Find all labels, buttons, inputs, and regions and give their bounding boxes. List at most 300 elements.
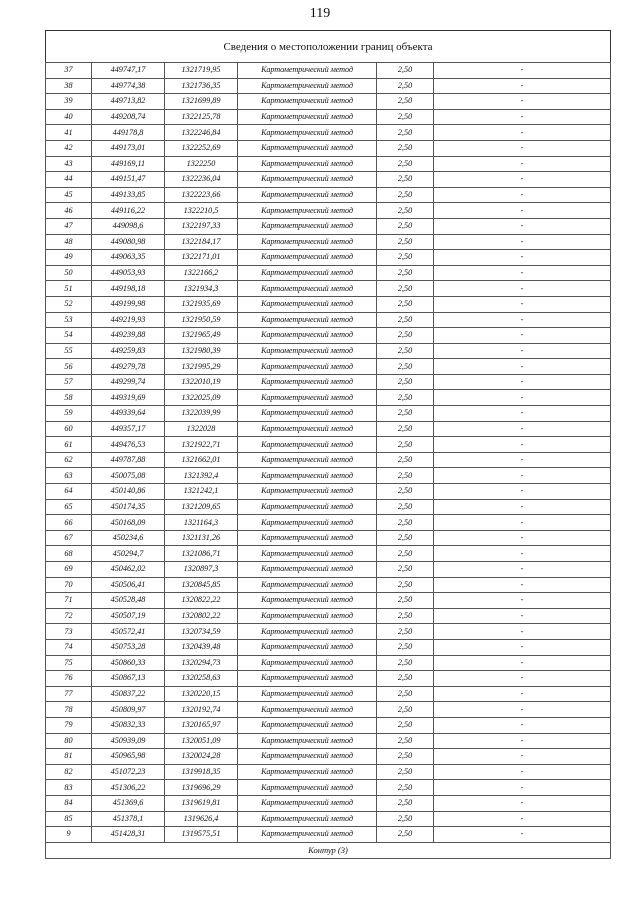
description-cell: - xyxy=(434,265,611,281)
method-cell: Картометрический метод xyxy=(238,764,377,780)
table-row xyxy=(46,172,611,188)
y-coordinate-cell: 1319696,29 xyxy=(165,780,238,796)
x-coordinate-cell: 450860,33 xyxy=(92,655,165,671)
method-cell: Картометрический метод xyxy=(238,187,377,203)
description-cell: - xyxy=(434,468,611,484)
point-number-cell: 58 xyxy=(46,390,92,406)
description-cell: - xyxy=(434,546,611,562)
description-cell: - xyxy=(434,94,611,110)
point-number-cell: 49 xyxy=(46,250,92,266)
x-coordinate-cell: 450174,35 xyxy=(92,499,165,515)
point-number-cell: 80 xyxy=(46,733,92,749)
method-cell: Картометрический метод xyxy=(238,218,377,234)
description-cell: - xyxy=(434,125,611,141)
description-cell: - xyxy=(434,390,611,406)
table-row xyxy=(46,296,611,312)
description-cell: - xyxy=(434,515,611,531)
table-row xyxy=(46,452,611,468)
table-row xyxy=(46,577,611,593)
accuracy-cell: 2,50 xyxy=(377,499,434,515)
table-row xyxy=(46,187,611,203)
accuracy-cell: 2,50 xyxy=(377,468,434,484)
y-coordinate-cell: 1321950,59 xyxy=(165,312,238,328)
accuracy-cell: 2,50 xyxy=(377,530,434,546)
point-number-cell: 55 xyxy=(46,343,92,359)
table-row xyxy=(46,374,611,390)
section-title: Сведения о местоположении границ объекта xyxy=(46,31,611,63)
y-coordinate-cell: 1320258,63 xyxy=(165,671,238,687)
description-cell: - xyxy=(434,343,611,359)
x-coordinate-cell: 449339,64 xyxy=(92,406,165,422)
accuracy-cell: 2,50 xyxy=(377,156,434,172)
x-coordinate-cell: 449774,38 xyxy=(92,78,165,94)
x-coordinate-cell: 449169,11 xyxy=(92,156,165,172)
y-coordinate-cell: 1321934,3 xyxy=(165,281,238,297)
boundary-coordinates-table-frame xyxy=(45,30,610,859)
accuracy-cell: 2,50 xyxy=(377,811,434,827)
y-coordinate-cell: 1321699,89 xyxy=(165,94,238,110)
y-coordinate-cell: 1320822,22 xyxy=(165,593,238,609)
method-cell: Картометрический метод xyxy=(238,343,377,359)
table-row xyxy=(46,406,611,422)
y-coordinate-cell: 1322010,19 xyxy=(165,374,238,390)
x-coordinate-cell: 450234,6 xyxy=(92,530,165,546)
table-row xyxy=(46,764,611,780)
method-cell: Картометрический метод xyxy=(238,172,377,188)
point-number-cell: 83 xyxy=(46,780,92,796)
y-coordinate-cell: 1321935,69 xyxy=(165,296,238,312)
accuracy-cell: 2,50 xyxy=(377,187,434,203)
method-cell: Картометрический метод xyxy=(238,203,377,219)
description-cell: - xyxy=(434,749,611,765)
description-cell: - xyxy=(434,78,611,94)
description-cell: - xyxy=(434,577,611,593)
description-cell: - xyxy=(434,733,611,749)
method-cell: Картометрический метод xyxy=(238,515,377,531)
x-coordinate-cell: 449053,93 xyxy=(92,265,165,281)
method-cell: Картометрический метод xyxy=(238,795,377,811)
description-cell: - xyxy=(434,624,611,640)
description-cell: - xyxy=(434,655,611,671)
description-cell: - xyxy=(434,312,611,328)
y-coordinate-cell: 1322025,09 xyxy=(165,390,238,406)
method-cell: Картометрический метод xyxy=(238,156,377,172)
point-number-cell: 78 xyxy=(46,702,92,718)
table-row xyxy=(46,125,611,141)
y-coordinate-cell: 1322184,17 xyxy=(165,234,238,250)
description-cell: - xyxy=(434,374,611,390)
method-cell: Картометрический метод xyxy=(238,140,377,156)
table-row xyxy=(46,702,611,718)
method-cell: Картометрический метод xyxy=(238,312,377,328)
point-number-cell: 60 xyxy=(46,421,92,437)
method-cell: Картометрический метод xyxy=(238,78,377,94)
table-row xyxy=(46,156,611,172)
accuracy-cell: 2,50 xyxy=(377,374,434,390)
description-cell: - xyxy=(434,499,611,515)
y-coordinate-cell: 1319619,81 xyxy=(165,795,238,811)
y-coordinate-cell: 1320051,09 xyxy=(165,733,238,749)
x-coordinate-cell: 449208,74 xyxy=(92,109,165,125)
table-row xyxy=(46,655,611,671)
point-number-cell: 74 xyxy=(46,639,92,655)
y-coordinate-cell: 1321736,35 xyxy=(165,78,238,94)
y-coordinate-cell: 1322028 xyxy=(165,421,238,437)
method-cell: Картометрический метод xyxy=(238,593,377,609)
description-cell: - xyxy=(434,109,611,125)
point-number-cell: 43 xyxy=(46,156,92,172)
description-cell: - xyxy=(434,296,611,312)
x-coordinate-cell: 450140,86 xyxy=(92,484,165,500)
method-cell: Картометрический метод xyxy=(238,484,377,500)
description-cell: - xyxy=(434,686,611,702)
accuracy-cell: 2,50 xyxy=(377,359,434,375)
x-coordinate-cell: 450965,98 xyxy=(92,749,165,765)
description-cell: - xyxy=(434,63,611,79)
accuracy-cell: 2,50 xyxy=(377,421,434,437)
accuracy-cell: 2,50 xyxy=(377,390,434,406)
x-coordinate-cell: 450507,19 xyxy=(92,608,165,624)
accuracy-cell: 2,50 xyxy=(377,624,434,640)
x-coordinate-cell: 449239,88 xyxy=(92,328,165,344)
y-coordinate-cell: 1319626,4 xyxy=(165,811,238,827)
x-coordinate-cell: 449787,88 xyxy=(92,452,165,468)
method-cell: Картометрический метод xyxy=(238,374,377,390)
method-cell: Картометрический метод xyxy=(238,281,377,297)
accuracy-cell: 2,50 xyxy=(377,608,434,624)
description-cell: - xyxy=(434,717,611,733)
point-number-cell: 75 xyxy=(46,655,92,671)
description-cell: - xyxy=(434,281,611,297)
y-coordinate-cell: 1322223,66 xyxy=(165,187,238,203)
y-coordinate-cell: 1320165,97 xyxy=(165,717,238,733)
description-cell: - xyxy=(434,359,611,375)
point-number-cell: 81 xyxy=(46,749,92,765)
x-coordinate-cell: 450528,48 xyxy=(92,593,165,609)
y-coordinate-cell: 1321965,49 xyxy=(165,328,238,344)
table-body xyxy=(46,63,611,843)
x-coordinate-cell: 449080,98 xyxy=(92,234,165,250)
point-number-cell: 63 xyxy=(46,468,92,484)
point-number-cell: 79 xyxy=(46,717,92,733)
accuracy-cell: 2,50 xyxy=(377,717,434,733)
description-cell: - xyxy=(434,250,611,266)
x-coordinate-cell: 449713,82 xyxy=(92,94,165,110)
description-cell: - xyxy=(434,234,611,250)
y-coordinate-cell: 1322039,99 xyxy=(165,406,238,422)
x-coordinate-cell: 450867,13 xyxy=(92,671,165,687)
x-coordinate-cell: 451072,23 xyxy=(92,764,165,780)
point-number-cell: 85 xyxy=(46,811,92,827)
y-coordinate-cell: 1321164,3 xyxy=(165,515,238,531)
table-row xyxy=(46,203,611,219)
point-number-cell: 38 xyxy=(46,78,92,94)
table-row xyxy=(46,234,611,250)
x-coordinate-cell: 449476,53 xyxy=(92,437,165,453)
y-coordinate-cell: 1320220,15 xyxy=(165,686,238,702)
method-cell: Картометрический метод xyxy=(238,827,377,843)
y-coordinate-cell: 1321980,39 xyxy=(165,343,238,359)
x-coordinate-cell: 449178,8 xyxy=(92,125,165,141)
method-cell: Картометрический метод xyxy=(238,655,377,671)
point-number-cell: 54 xyxy=(46,328,92,344)
accuracy-cell: 2,50 xyxy=(377,203,434,219)
method-cell: Картометрический метод xyxy=(238,390,377,406)
x-coordinate-cell: 450809,97 xyxy=(92,702,165,718)
y-coordinate-cell: 1320294,73 xyxy=(165,655,238,671)
table-row xyxy=(46,390,611,406)
accuracy-cell: 2,50 xyxy=(377,437,434,453)
y-coordinate-cell: 1320192,74 xyxy=(165,702,238,718)
accuracy-cell: 2,50 xyxy=(377,234,434,250)
x-coordinate-cell: 450075,08 xyxy=(92,468,165,484)
accuracy-cell: 2,50 xyxy=(377,655,434,671)
description-cell: - xyxy=(434,639,611,655)
method-cell: Картометрический метод xyxy=(238,530,377,546)
description-cell: - xyxy=(434,780,611,796)
description-cell: - xyxy=(434,406,611,422)
y-coordinate-cell: 1322166,2 xyxy=(165,265,238,281)
y-coordinate-cell: 1321392,4 xyxy=(165,468,238,484)
accuracy-cell: 2,50 xyxy=(377,406,434,422)
table-row xyxy=(46,795,611,811)
method-cell: Картометрический метод xyxy=(238,780,377,796)
y-coordinate-cell: 1321242,1 xyxy=(165,484,238,500)
accuracy-cell: 2,50 xyxy=(377,281,434,297)
method-cell: Картометрический метод xyxy=(238,717,377,733)
method-cell: Картометрический метод xyxy=(238,63,377,79)
accuracy-cell: 2,50 xyxy=(377,125,434,141)
y-coordinate-cell: 1320439,48 xyxy=(165,639,238,655)
accuracy-cell: 2,50 xyxy=(377,515,434,531)
table-row xyxy=(46,265,611,281)
description-cell: - xyxy=(434,484,611,500)
point-number-cell: 72 xyxy=(46,608,92,624)
y-coordinate-cell: 1321922,71 xyxy=(165,437,238,453)
accuracy-cell: 2,50 xyxy=(377,452,434,468)
accuracy-cell: 2,50 xyxy=(377,343,434,359)
table-row xyxy=(46,780,611,796)
point-number-cell: 57 xyxy=(46,374,92,390)
accuracy-cell: 2,50 xyxy=(377,140,434,156)
method-cell: Картометрический метод xyxy=(238,359,377,375)
table-row xyxy=(46,624,611,640)
accuracy-cell: 2,50 xyxy=(377,546,434,562)
description-cell: - xyxy=(434,187,611,203)
point-number-cell: 53 xyxy=(46,312,92,328)
table-row xyxy=(46,218,611,234)
method-cell: Картометрический метод xyxy=(238,811,377,827)
method-cell: Картометрический метод xyxy=(238,702,377,718)
point-number-cell: 51 xyxy=(46,281,92,297)
x-coordinate-cell: 449319,69 xyxy=(92,390,165,406)
y-coordinate-cell: 1321995,29 xyxy=(165,359,238,375)
table-row xyxy=(46,63,611,79)
x-coordinate-cell: 449357,17 xyxy=(92,421,165,437)
method-cell: Картометрический метод xyxy=(238,94,377,110)
description-cell: - xyxy=(434,593,611,609)
table-row xyxy=(46,686,611,702)
x-coordinate-cell: 450753,28 xyxy=(92,639,165,655)
table-row xyxy=(46,827,611,843)
x-coordinate-cell: 451428,31 xyxy=(92,827,165,843)
table-row xyxy=(46,639,611,655)
y-coordinate-cell: 1322125,78 xyxy=(165,109,238,125)
x-coordinate-cell: 449299,74 xyxy=(92,374,165,390)
method-cell: Картометрический метод xyxy=(238,250,377,266)
method-cell: Картометрический метод xyxy=(238,562,377,578)
accuracy-cell: 2,50 xyxy=(377,250,434,266)
method-cell: Картометрический метод xyxy=(238,125,377,141)
accuracy-cell: 2,50 xyxy=(377,562,434,578)
point-number-cell: 64 xyxy=(46,484,92,500)
y-coordinate-cell: 1322210,5 xyxy=(165,203,238,219)
table-row xyxy=(46,250,611,266)
method-cell: Картометрический метод xyxy=(238,468,377,484)
point-number-cell: 76 xyxy=(46,671,92,687)
point-number-cell: 47 xyxy=(46,218,92,234)
description-cell: - xyxy=(434,156,611,172)
y-coordinate-cell: 1321209,65 xyxy=(165,499,238,515)
accuracy-cell: 2,50 xyxy=(377,94,434,110)
accuracy-cell: 2,50 xyxy=(377,671,434,687)
description-cell: - xyxy=(434,530,611,546)
point-number-cell: 66 xyxy=(46,515,92,531)
description-cell: - xyxy=(434,452,611,468)
table-row xyxy=(46,78,611,94)
accuracy-cell: 2,50 xyxy=(377,764,434,780)
point-number-cell: 46 xyxy=(46,203,92,219)
table-row xyxy=(46,312,611,328)
description-cell: - xyxy=(434,437,611,453)
x-coordinate-cell: 449133,85 xyxy=(92,187,165,203)
point-number-cell: 48 xyxy=(46,234,92,250)
x-coordinate-cell: 451306,22 xyxy=(92,780,165,796)
point-number-cell: 84 xyxy=(46,795,92,811)
boundary-coordinates-table xyxy=(45,30,611,859)
y-coordinate-cell: 1322236,04 xyxy=(165,172,238,188)
method-cell: Картометрический метод xyxy=(238,452,377,468)
table-row xyxy=(46,499,611,515)
x-coordinate-cell: 450168,09 xyxy=(92,515,165,531)
accuracy-cell: 2,50 xyxy=(377,780,434,796)
accuracy-cell: 2,50 xyxy=(377,795,434,811)
y-coordinate-cell: 1322250 xyxy=(165,156,238,172)
method-cell: Картометрический метод xyxy=(238,234,377,250)
x-coordinate-cell: 449747,17 xyxy=(92,63,165,79)
accuracy-cell: 2,50 xyxy=(377,686,434,702)
method-cell: Картометрический метод xyxy=(238,546,377,562)
point-number-cell: 9 xyxy=(46,827,92,843)
accuracy-cell: 2,50 xyxy=(377,577,434,593)
table-row xyxy=(46,546,611,562)
contour-label: Контур (3) xyxy=(46,842,611,858)
page-number: 119 xyxy=(309,6,331,21)
point-number-cell: 52 xyxy=(46,296,92,312)
table-row xyxy=(46,437,611,453)
y-coordinate-cell: 1320802,22 xyxy=(165,608,238,624)
y-coordinate-cell: 1320897,3 xyxy=(165,562,238,578)
description-cell: - xyxy=(434,811,611,827)
x-coordinate-cell: 450506,41 xyxy=(92,577,165,593)
description-cell: - xyxy=(434,562,611,578)
method-cell: Картометрический метод xyxy=(238,624,377,640)
method-cell: Картометрический метод xyxy=(238,406,377,422)
table-row xyxy=(46,468,611,484)
description-cell: - xyxy=(434,328,611,344)
point-number-cell: 59 xyxy=(46,406,92,422)
accuracy-cell: 2,50 xyxy=(377,733,434,749)
accuracy-cell: 2,50 xyxy=(377,63,434,79)
point-number-cell: 67 xyxy=(46,530,92,546)
y-coordinate-cell: 1320734,59 xyxy=(165,624,238,640)
table-row xyxy=(46,281,611,297)
table-row xyxy=(46,530,611,546)
point-number-cell: 42 xyxy=(46,140,92,156)
method-cell: Картометрический метод xyxy=(238,109,377,125)
table-row xyxy=(46,109,611,125)
table-row xyxy=(46,94,611,110)
point-number-cell: 61 xyxy=(46,437,92,453)
y-coordinate-cell: 1321086,71 xyxy=(165,546,238,562)
x-coordinate-cell: 449116,22 xyxy=(92,203,165,219)
point-number-cell: 68 xyxy=(46,546,92,562)
point-number-cell: 50 xyxy=(46,265,92,281)
description-cell: - xyxy=(434,608,611,624)
point-number-cell: 82 xyxy=(46,764,92,780)
table-row xyxy=(46,717,611,733)
accuracy-cell: 2,50 xyxy=(377,109,434,125)
point-number-cell: 73 xyxy=(46,624,92,640)
method-cell: Картометрический метод xyxy=(238,328,377,344)
y-coordinate-cell: 1319918,35 xyxy=(165,764,238,780)
x-coordinate-cell: 450572,41 xyxy=(92,624,165,640)
table-row xyxy=(46,608,611,624)
point-number-cell: 70 xyxy=(46,577,92,593)
method-cell: Картометрический метод xyxy=(238,686,377,702)
point-number-cell: 37 xyxy=(46,63,92,79)
y-coordinate-cell: 1320024,28 xyxy=(165,749,238,765)
table-row xyxy=(46,749,611,765)
y-coordinate-cell: 1320845,85 xyxy=(165,577,238,593)
accuracy-cell: 2,50 xyxy=(377,593,434,609)
accuracy-cell: 2,50 xyxy=(377,265,434,281)
point-number-cell: 40 xyxy=(46,109,92,125)
x-coordinate-cell: 449259,83 xyxy=(92,343,165,359)
y-coordinate-cell: 1321131,26 xyxy=(165,530,238,546)
table-row xyxy=(46,359,611,375)
x-coordinate-cell: 450462,02 xyxy=(92,562,165,578)
x-coordinate-cell: 449219,93 xyxy=(92,312,165,328)
method-cell: Картометрический метод xyxy=(238,421,377,437)
method-cell: Картометрический метод xyxy=(238,296,377,312)
table-row xyxy=(46,562,611,578)
point-number-cell: 44 xyxy=(46,172,92,188)
accuracy-cell: 2,50 xyxy=(377,328,434,344)
method-cell: Картометрический метод xyxy=(238,749,377,765)
x-coordinate-cell: 449063,35 xyxy=(92,250,165,266)
x-coordinate-cell: 450939,09 xyxy=(92,733,165,749)
x-coordinate-cell: 449151,47 xyxy=(92,172,165,188)
description-cell: - xyxy=(434,218,611,234)
y-coordinate-cell: 1322246,84 xyxy=(165,125,238,141)
description-cell: - xyxy=(434,140,611,156)
accuracy-cell: 2,50 xyxy=(377,639,434,655)
point-number-cell: 62 xyxy=(46,452,92,468)
table-row xyxy=(46,515,611,531)
method-cell: Картометрический метод xyxy=(238,608,377,624)
accuracy-cell: 2,50 xyxy=(377,484,434,500)
